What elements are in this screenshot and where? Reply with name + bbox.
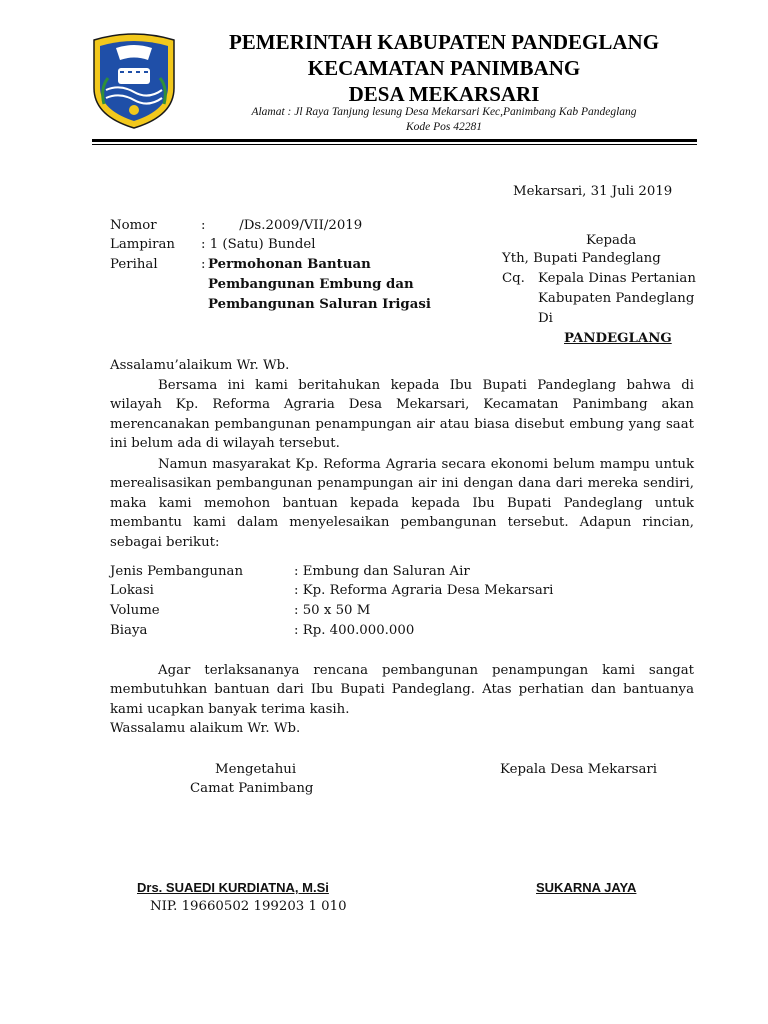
recipient-cq-line-1: Kepala Dinas Pertanian [538, 271, 696, 286]
recipient-kepada: Kepada [586, 233, 637, 248]
paragraph-2: Namun masyarakat Kp. Reforma Agraria secara ekonomi belum mampu untuk merealisasikan pembangunan penampungan air ini dengan dana dari mereka sendiri, maka kami memohon bantuan kepada kepada Ibu Bupati Pandeglang untuk membantu kami dalam menyelesaikan pembangunan tersebut. Adapun rincian, sebagai berikut: [110, 457, 694, 550]
paragraph-1: Bersama ini kami beritahukan kepada Ibu Bupati Pandeglang bahwa di wilayah Kp. Reforma Agraria Desa Mekarsari, Kecamatan Panimbang akan merencanakan pembangunan penampungan air atau biasa disebut embung yang saat ini belum ada di wilayah tersebut. [110, 378, 694, 452]
detail-value: : Embung dan Saluran Air [294, 564, 470, 579]
perihal-colon: : [201, 257, 206, 272]
signature-right-name: SUKARNA JAYA [536, 880, 637, 895]
detail-value: : 50 x 50 M [294, 603, 371, 618]
letterhead-rule-thick [92, 139, 697, 142]
recipient-di: Di [538, 311, 553, 326]
paragraph-3: Agar terlaksananya rencana pembangunan penampungan kami sangat membutuhkan bantuan dari Ibu Bupati Pandeglang. Atas perhatian dan bantuanya kami ucapkan banyak terima kasih. [110, 663, 694, 717]
closing: Wassalamu alaikum Wr. Wb. [110, 721, 301, 736]
letter-date: Mekarsari, 31 Juli 2019 [513, 184, 673, 199]
detail-value: : Kp. Reforma Agraria Desa Mekarsari [294, 583, 554, 598]
letterhead-line-3: DESA MEKARSARI [348, 82, 540, 106]
signature-left-line-2: Camat Panimbang [190, 781, 314, 796]
detail-label: Jenis Pembangunan [110, 564, 244, 579]
recipient-cq-line-2: Kabupaten Pandeglang [538, 291, 695, 306]
detail-value: : Rp. 400.000.000 [294, 623, 415, 638]
recipient-yth: Yth, Bupati Pandeglang [502, 251, 661, 266]
recipient-cq-label: Cq. [502, 271, 525, 286]
letterhead-rule-thin [92, 144, 697, 145]
perihal-line-1: Permohonan Bantuan [208, 257, 371, 272]
signature-left-name: Drs. SUAEDI KURDIATNA, M.Si [137, 880, 329, 895]
perihal-label: Perihal [110, 257, 158, 272]
lampiran-label: Lampiran [110, 237, 175, 252]
recipient-city: PANDEGLANG [564, 331, 672, 346]
letterhead-postal-code: Kode Pos 42281 [405, 121, 483, 133]
lampiran-value: : 1 (Satu) Bundel [201, 237, 316, 252]
letterhead-line-1: PEMERINTAH KABUPATEN PANDEGLANG [228, 30, 660, 54]
letterhead-line-2: KECAMATAN PANIMBANG [307, 56, 581, 80]
perihal-line-2: Pembangunan Embung dan [208, 277, 414, 292]
signature-left-nip: NIP. 19660502 199203 1 010 [150, 899, 347, 914]
letterhead-address: Alamat : Jl Raya Tanjung lesung Desa Mekarsari Kec,Panimbang Kab Pandeglang [251, 106, 637, 118]
detail-label: Volume [110, 603, 160, 618]
perihal-line-3: Pembangunan Saluran Irigasi [208, 297, 431, 312]
greeting: Assalamu’alaikum Wr. Wb. [110, 358, 290, 373]
signature-left-line-1: Mengetahui [215, 762, 297, 777]
nomor-label: Nomor [110, 218, 157, 233]
nomor-value: : /Ds.2009/VII/2019 [201, 218, 363, 233]
detail-label: Lokasi [110, 583, 154, 598]
signature-right-title: Kepala Desa Mekarsari [500, 762, 657, 777]
detail-label: Biaya [110, 623, 148, 638]
